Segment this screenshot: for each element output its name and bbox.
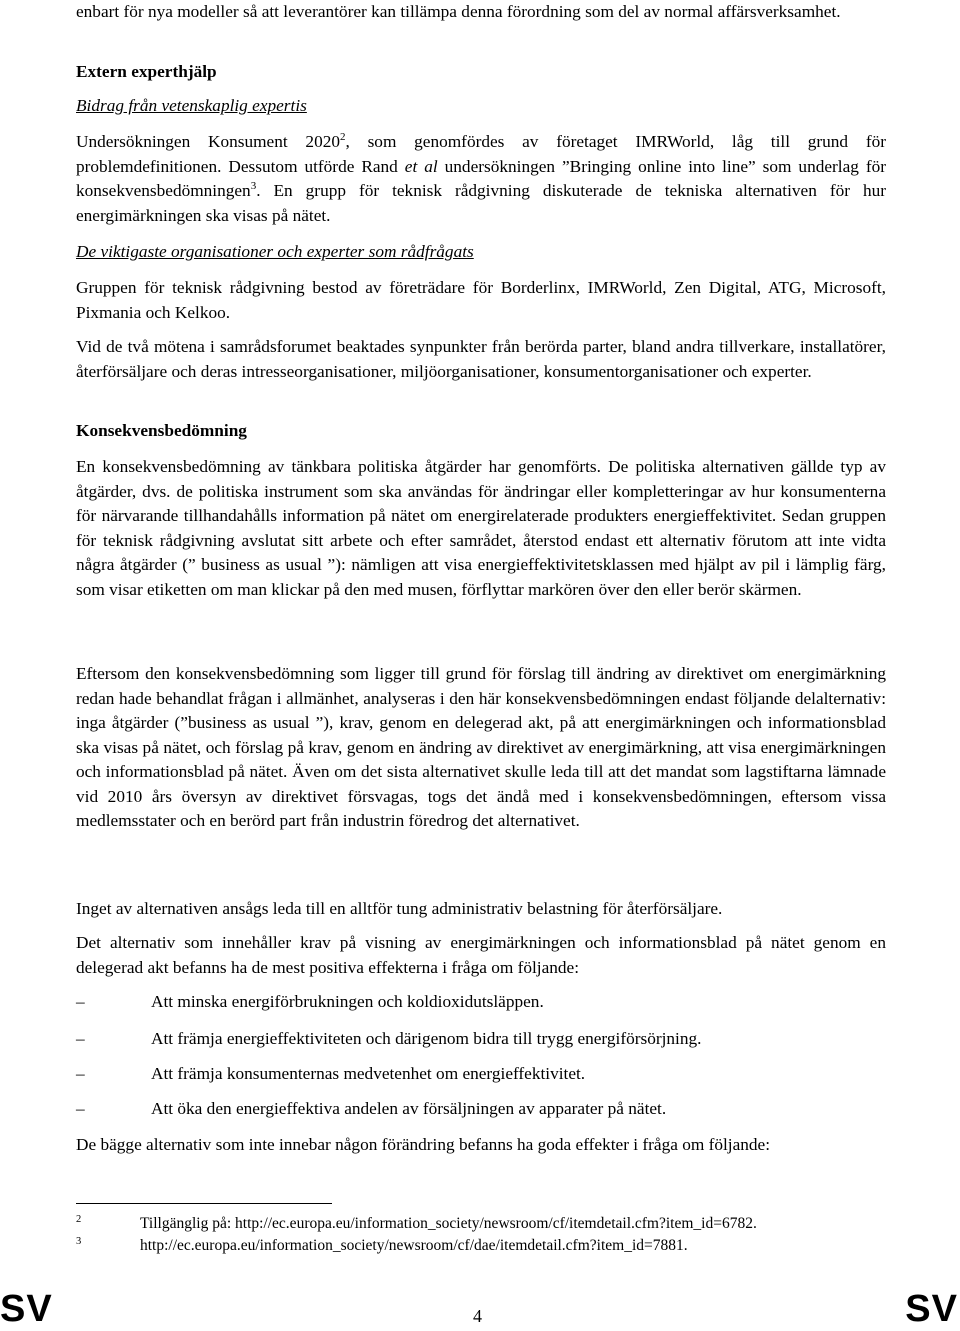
paragraph-inget: Inget av alternativen ansågs leda till en alltför tung administrativ belastning för återförsäljare. bbox=[76, 899, 723, 918]
paragraph-eftersom: Eftersom den konsekvensbedömning som ligger till grund för förslag till ändring av direktivet om energimärkning redan hade behandlat frågan i allmänhet, analyseras i den här konsekvensbedömningen endast följande delalternativ: inga åtgärder (”business as usual ”), krav, genom en delegerad akt, på att energimärkningen och informationsblad ska visas på nätet, och förslag på krav, genom en ändring av direktivet av energimärkning, att visa energimärkningen och informationsblad på nätet. Även om det sista alternativet skulle leda till att det mandat som lagstiftarna lämnade vid 2010 års översyn av direktivet försvagas, togs det ändå med i konsekvensbedömningen, eftersom vissa medlemsstater och en berörd part från industrin föredrog det alternativet. bbox=[76, 664, 886, 830]
footnote-text[interactable]: Tillgänglig på: http://ec.europa.eu/information_society/newsroom/cf/itemdetail.cfm?item_id=6782. bbox=[140, 1215, 757, 1232]
text-run: . En grupp för teknisk rådgivning diskuterade de tekniska alternativen för hur energimärkningen ska visas på nätet. bbox=[76, 181, 886, 225]
page-number: 4 bbox=[473, 1306, 482, 1326]
paragraph: enbart för nya modeller så att leverantörer kan tillämpa denna förordning som del av normal affärsverksamhet. bbox=[76, 2, 841, 21]
list-item-text: Att minska energiförbrukningen och koldioxidutsläppen. bbox=[151, 992, 544, 1011]
footnote-number: 2 bbox=[76, 1214, 82, 1225]
heading-konsekvensbedomning: Konsekvensbedömning bbox=[76, 421, 247, 440]
paragraph-konsekvensbedomning: En konsekvensbedömning av tänkbara politiska åtgärder har genomförts. De politiska alternativen gällde typ av åtgärder, dvs. de politiska instrument som ska användas för ändringar eller kompletteringar av hur konsumenterna för närvarande tillhandahålls information på nätet om energirelaterade produkters energieffektivitet. Sedan gruppen för teknisk rådgivning avslutat sitt arbete och efter samrådet, återstod endast ett alternativ förutom att inte vidta några åtgärder (” business as usual ”): nämligen att visa energieffektivitetsklassen med hjälpt av pil i lämplig färg, som visar etiketten om man klickar på den med musen, förflyttar markören över den eller berör skärmen. bbox=[76, 457, 886, 599]
dash-bullet: – bbox=[76, 1099, 85, 1118]
subheading-organisationer: De viktigaste organisationer och experter som rådfrågats bbox=[76, 242, 474, 261]
heading-extern-experthjalp: Extern experthjälp bbox=[76, 62, 217, 81]
footnote-separator bbox=[76, 1203, 332, 1204]
list-item-text: Att främja energieffektiviteten och därigenom bidra till trygg energiförsörjning. bbox=[151, 1029, 702, 1048]
text-run-italic: et al bbox=[404, 156, 438, 176]
footnote-ref-2[interactable]: 2 bbox=[340, 131, 346, 144]
dash-bullet: – bbox=[76, 1029, 85, 1048]
language-code-right: SV bbox=[905, 1288, 958, 1330]
paragraph-undersokningen bbox=[76, 130, 886, 228]
top-fragment bbox=[76, 0, 886, 25]
list-item-text: Att öka den energieffektiva andelen av försäljningen av apparater på nätet. bbox=[151, 1099, 667, 1118]
paragraph-de-bagge: De bägge alternativ som inte innebar någon förändring befanns ha goda effekter i fråga om följande: bbox=[76, 1135, 771, 1154]
footnote-text[interactable]: http://ec.europa.eu/information_society/newsroom/cf/dae/itemdetail.cfm?item_id=7881. bbox=[140, 1237, 688, 1254]
language-code-left: SV bbox=[0, 1288, 53, 1330]
subheading-bidrag: Bidrag från vetenskaplig expertis bbox=[76, 96, 307, 115]
paragraph-det-alternativ: Det alternativ som innehåller krav på visning av energimärkningen och informationsblad på nätet genom en delegerad akt befanns ha de mest positiva effekterna i fråga om följande: bbox=[76, 933, 886, 977]
text-run: undersökningen ”Bringing online into line” som underlag för konsekvensbedömningen bbox=[76, 156, 887, 200]
footnote-ref-3[interactable]: 3 bbox=[250, 180, 257, 193]
text-run: , som genomfördes av företaget IMRWorld, låg till grund för problemdefinitionen. Dessutom utförde Rand bbox=[76, 132, 886, 176]
footnote-number: 3 bbox=[76, 1236, 82, 1247]
paragraph-motena: Vid de två mötena i samrådsforumet beaktades synpunkter från berörda parter, bland andra tillverkare, installatörer, återförsäljare och deras intresseorganisationer, miljöorganisationer, konsumentorganisationer och experter. bbox=[76, 337, 886, 381]
paragraph-gruppen: Gruppen för teknisk rådgivning bestod av företrädare för Borderlinx, IMRWorld, Zen Digital, ATG, Microsoft, Pixmania och Kelkoo. bbox=[76, 278, 886, 322]
dash-bullet: – bbox=[76, 1064, 85, 1083]
list-item-text: Att främja konsumenternas medvetenhet om energieffektivitet. bbox=[151, 1064, 586, 1083]
dash-bullet: – bbox=[76, 992, 85, 1011]
text-run: Undersökningen Konsument 2020 bbox=[76, 132, 340, 151]
